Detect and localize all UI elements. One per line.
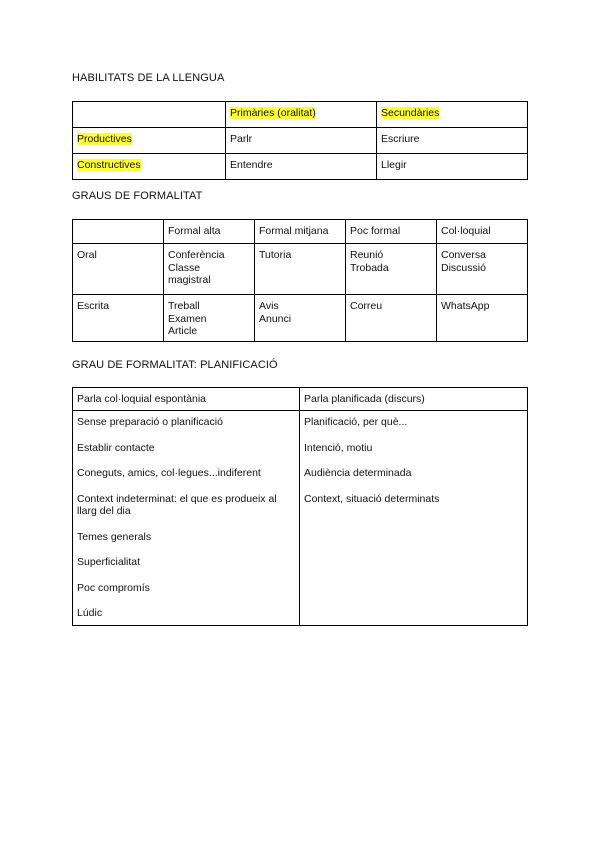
table-header-cell: Parla planificada (discurs) bbox=[300, 388, 528, 411]
table-header-cell: Formal mitjana bbox=[255, 220, 346, 244]
cell-line: Conferència bbox=[168, 249, 225, 261]
list-item: Superficialitat bbox=[77, 556, 141, 568]
list-item: Sense preparació o planificació bbox=[77, 416, 223, 428]
table-row bbox=[73, 128, 528, 154]
table-cell bbox=[73, 220, 164, 244]
highlighted-text: Secundàries bbox=[381, 107, 440, 119]
table-cell bbox=[255, 295, 346, 342]
habilitats-table bbox=[72, 101, 528, 180]
list-item: Context indeterminat: el que es produeix al llarg del dia bbox=[77, 492, 277, 517]
section-title-planificacio: GRAU DE FORMALITAT: PLANIFICACIÓ bbox=[72, 359, 278, 371]
table-cell bbox=[437, 244, 528, 295]
table-row bbox=[73, 102, 528, 128]
table-cell bbox=[164, 295, 255, 342]
table-cell bbox=[164, 244, 255, 295]
list-item: Audiència determinada bbox=[304, 467, 412, 479]
table-row-label: Escrita bbox=[73, 295, 164, 342]
cell-line: Article bbox=[168, 325, 198, 337]
table-cell: Entendre bbox=[226, 154, 377, 180]
list-item: Coneguts, amics, col·legues...indiferent bbox=[77, 467, 261, 479]
table-cell bbox=[437, 295, 528, 342]
table-cell bbox=[346, 244, 437, 295]
left-list-cell bbox=[73, 411, 300, 626]
table-row bbox=[73, 411, 528, 626]
list-item: Planificació, per què... bbox=[304, 416, 408, 428]
cell-line: Conversa bbox=[441, 249, 486, 261]
table-row bbox=[73, 154, 528, 180]
table-cell: Llegir bbox=[377, 154, 528, 180]
graus-table bbox=[72, 219, 528, 342]
table-cell bbox=[346, 295, 437, 342]
highlighted-text: Primàries (oralitat) bbox=[230, 107, 316, 119]
cell-line: Reunió bbox=[350, 249, 384, 261]
highlighted-text: Productives bbox=[77, 133, 132, 145]
section-title-graus: GRAUS DE FORMALITAT bbox=[72, 190, 203, 202]
table-header-cell bbox=[377, 102, 528, 128]
cell-line: Trobada bbox=[350, 261, 389, 274]
cell-line: Treball bbox=[168, 300, 200, 312]
table-header-cell: Poc formal bbox=[346, 220, 437, 244]
right-list-cell bbox=[300, 411, 528, 626]
cell-line: magistral bbox=[168, 274, 211, 286]
cell-line: Tutoria bbox=[259, 249, 292, 261]
table-row bbox=[73, 295, 528, 342]
list-item: Temes generals bbox=[77, 530, 152, 543]
table-cell: Escriure bbox=[377, 128, 528, 154]
list-item: Intenció, motiu bbox=[304, 441, 373, 454]
planificacio-table bbox=[72, 387, 528, 626]
table-header-cell: Col·loquial bbox=[437, 220, 528, 244]
table-cell: Parlr bbox=[226, 128, 377, 154]
list-item: Context, situació determinats bbox=[304, 492, 440, 505]
section-title-habilitats: HABILITATS DE LA LLENGUA bbox=[72, 72, 225, 84]
table-row bbox=[73, 244, 528, 295]
list-item: Establir contacte bbox=[77, 441, 155, 454]
list-item: Poc compromís bbox=[77, 581, 150, 594]
table-header-cell: Formal alta bbox=[164, 220, 255, 244]
table-row-label: Oral bbox=[73, 244, 164, 295]
table-header-cell bbox=[226, 102, 377, 128]
cell-line: Correu bbox=[350, 300, 383, 312]
table-header-cell: Parla col·loquial espontània bbox=[73, 388, 300, 411]
table-row-label bbox=[73, 128, 226, 154]
list-item: Lúdic bbox=[77, 607, 103, 619]
cell-line: Examen bbox=[168, 312, 207, 325]
table-cell bbox=[255, 244, 346, 295]
table-row bbox=[73, 388, 528, 411]
cell-line: Anunci bbox=[259, 312, 292, 325]
cell-line: Discussió bbox=[441, 261, 486, 274]
cell-line: Avis bbox=[259, 300, 279, 312]
cell-line: Classe bbox=[168, 261, 201, 274]
highlighted-text: Constructives bbox=[77, 159, 141, 171]
table-cell bbox=[73, 102, 226, 128]
table-row-label bbox=[73, 154, 226, 180]
table-row bbox=[73, 220, 528, 244]
cell-line: WhatsApp bbox=[441, 300, 490, 312]
